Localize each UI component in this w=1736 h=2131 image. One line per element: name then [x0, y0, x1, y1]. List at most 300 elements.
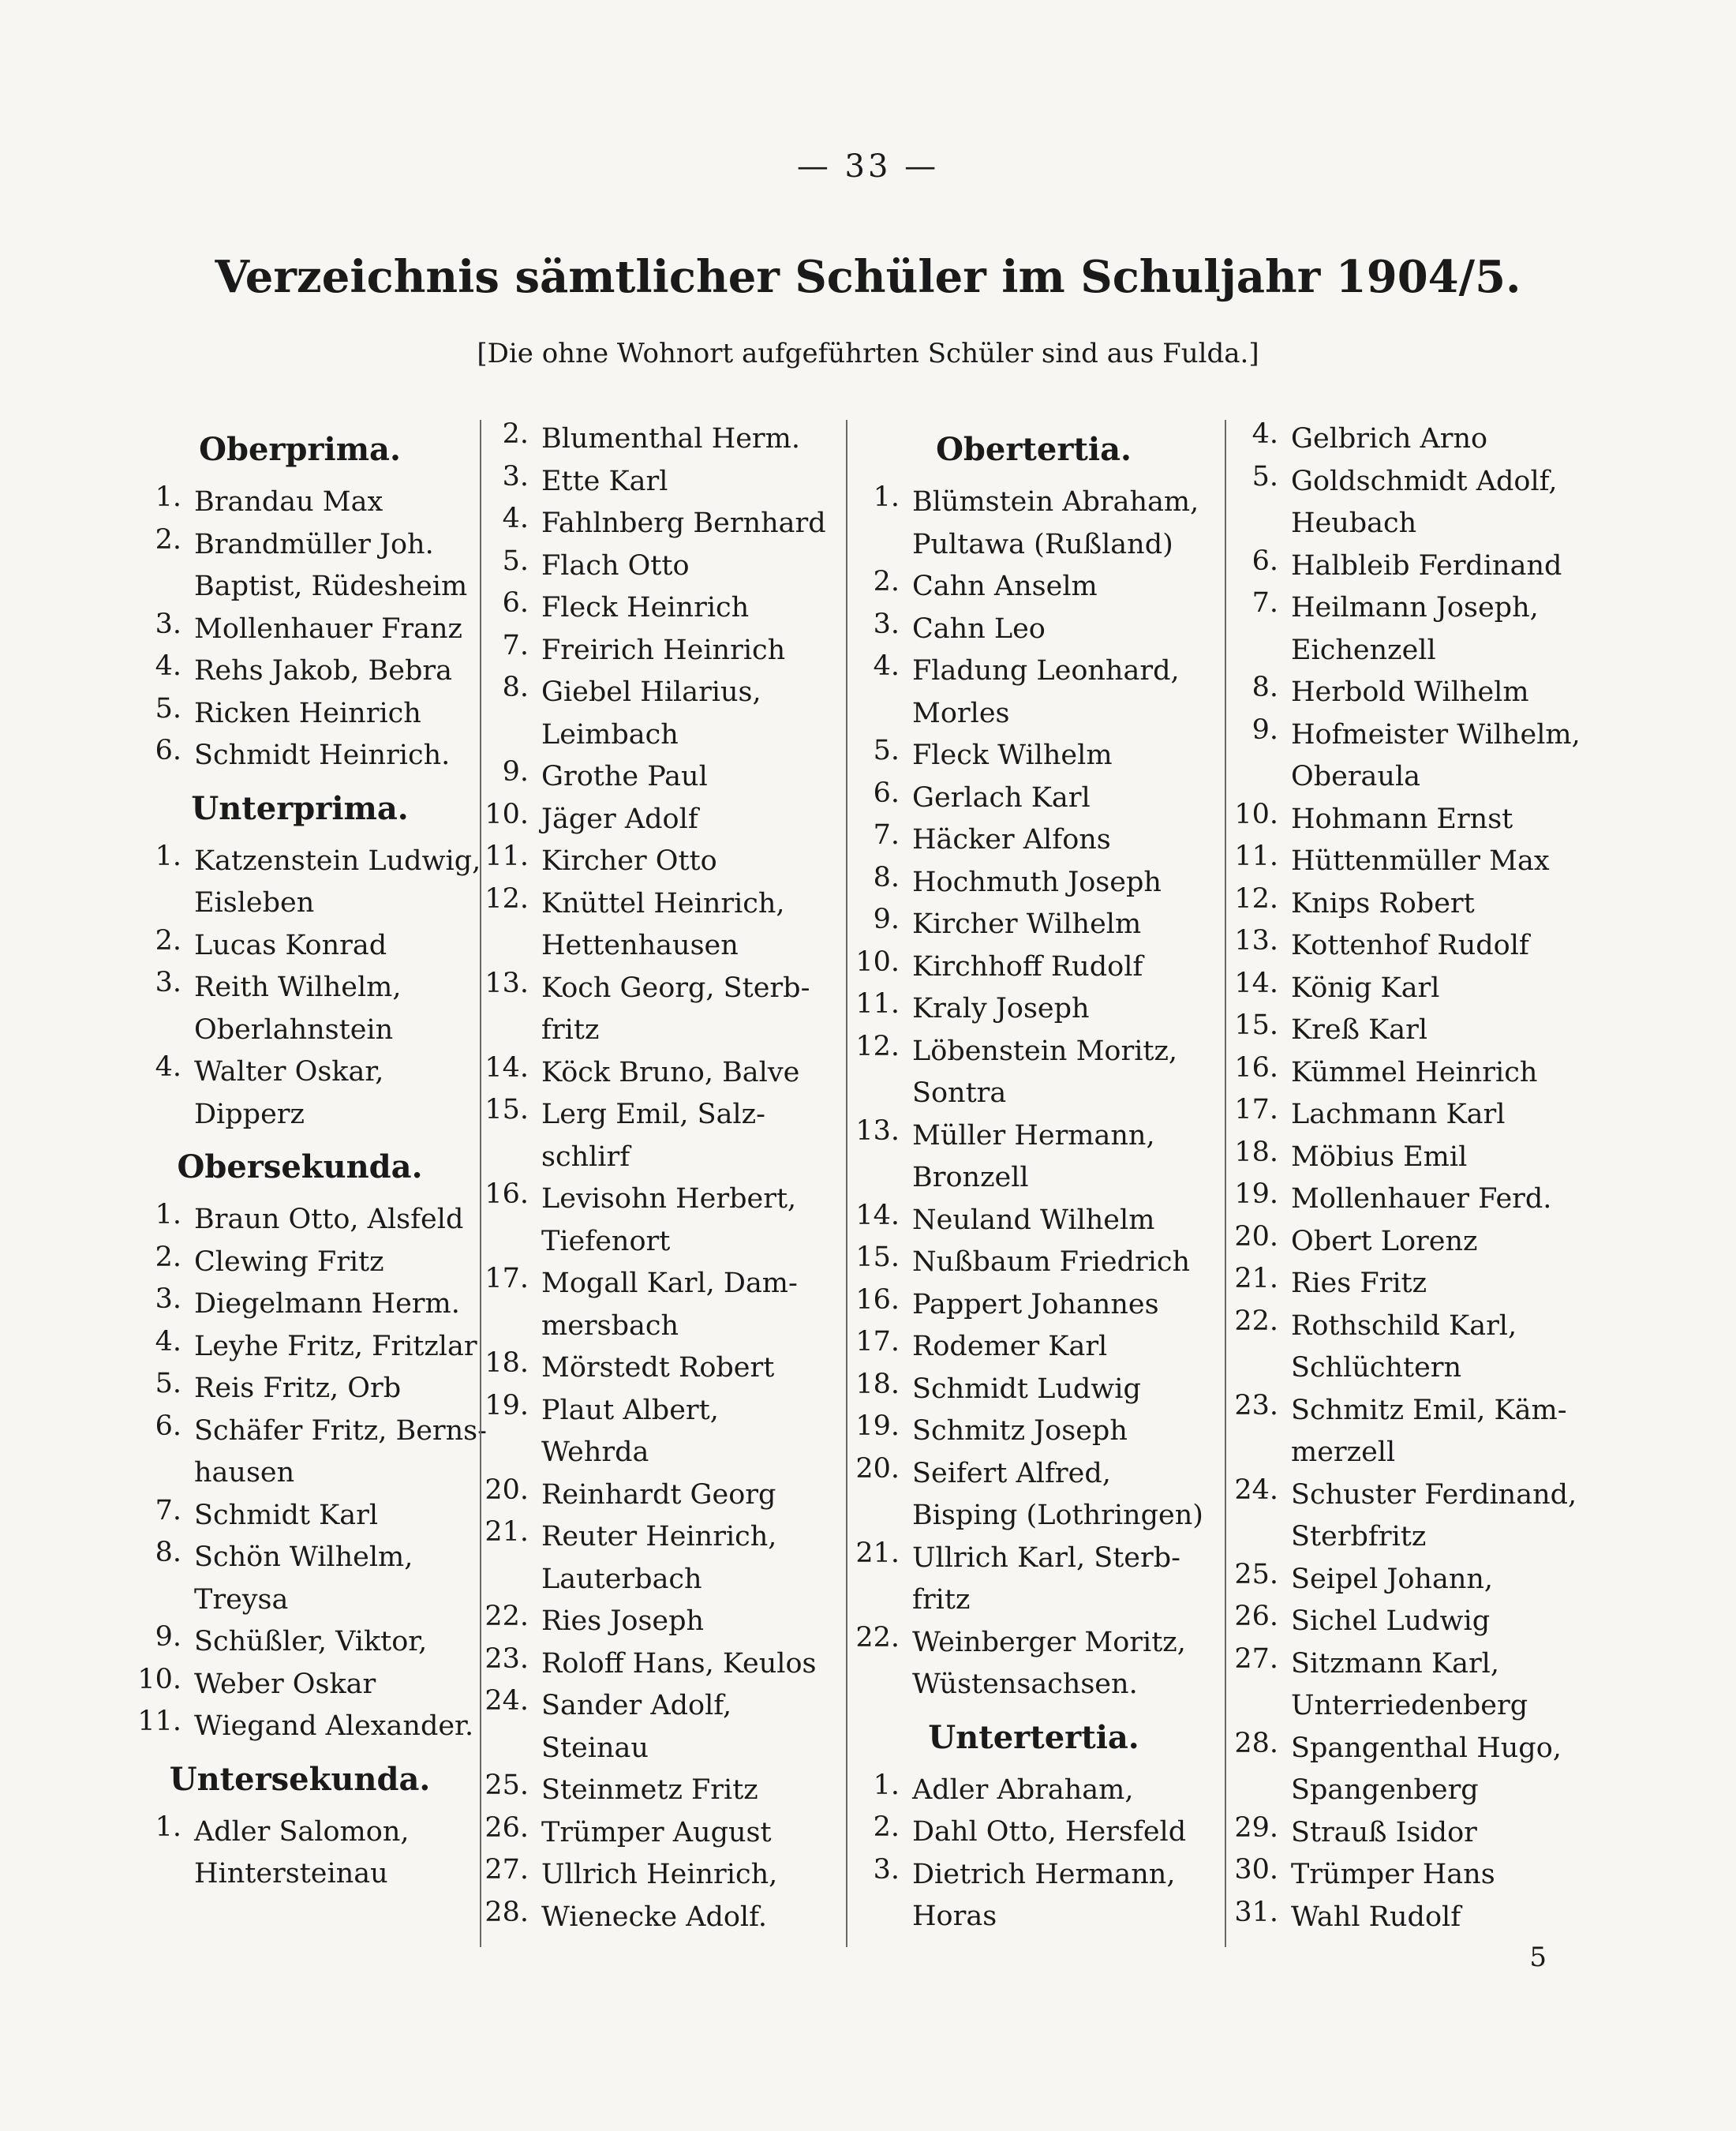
student-name: Fahlnberg Bernhard: [541, 507, 826, 539]
student-entry: [473, 672, 844, 756]
student-name: Schön Wilhelm,: [194, 1541, 413, 1573]
student-name-continuation: fritz: [541, 1014, 600, 1046]
student-entry: [844, 819, 1223, 862]
student-entry: [1223, 1009, 1594, 1052]
entry-number: 5.: [873, 735, 900, 766]
student-name-continuation: Eichenzell: [1291, 634, 1436, 666]
student-name: Brandmüller Joh.: [194, 528, 434, 560]
class-heading: Obersekunda.: [177, 1148, 423, 1185]
entry-number: 29.: [1234, 1811, 1278, 1844]
entry-number: 6.: [502, 587, 529, 619]
student-entry: [1223, 1305, 1594, 1390]
student-entry: [473, 1474, 844, 1517]
student-entry: [126, 609, 473, 651]
student-name: Kraly Joseph: [912, 993, 1090, 1024]
student-entry: [473, 1347, 844, 1390]
student-name: Freirich Heinrich: [541, 634, 786, 666]
entry-number: 1.: [155, 840, 181, 872]
student-name: Schüßler, Viktor,: [194, 1626, 428, 1657]
student-name: Cahn Anselm: [912, 571, 1098, 602]
student-name: Adler Abraham,: [912, 1773, 1134, 1806]
entry-number: 12.: [485, 882, 529, 915]
student-name-continuation: Wehrda: [541, 1436, 649, 1468]
student-name: Reith Wilhelm,: [194, 972, 402, 1003]
entry-number: 9.: [502, 756, 529, 788]
student-name-continuation: fritz: [912, 1584, 971, 1616]
student-name: Ullrich Heinrich,: [541, 1859, 778, 1890]
column-2: [473, 418, 844, 1938]
entry-number: 13.: [855, 1114, 900, 1147]
student-name: Sichel Ludwig: [1291, 1605, 1491, 1637]
student-entry: [844, 904, 1223, 946]
entry-number: 18.: [1234, 1136, 1278, 1168]
student-entry: [473, 630, 844, 672]
student-name: Giebel Hilarius,: [541, 676, 761, 708]
student-name: Kreß Karl: [1291, 1014, 1428, 1046]
student-name: Weinberger Moritz,: [912, 1626, 1186, 1658]
student-name: Rothschild Karl,: [1291, 1309, 1517, 1342]
student-entry: [126, 1325, 477, 1369]
student-entry: [473, 1812, 844, 1855]
class-heading: Untersekunda.: [169, 1760, 431, 1798]
student-entry: [126, 1051, 473, 1136]
entry-number: 4.: [155, 650, 181, 682]
student-name: Lucas Konrad: [194, 929, 387, 961]
entry-number: 3.: [155, 608, 181, 640]
student-name-continuation: Eisleben: [194, 887, 315, 919]
student-name: Schmitz Emil, Käm-: [1291, 1394, 1567, 1426]
entry-number: 25.: [485, 1770, 529, 1801]
entry-number: 14.: [1234, 967, 1278, 999]
student-entry: [844, 1811, 1223, 1854]
entry-number: 21.: [855, 1537, 900, 1569]
student-entry: [844, 1031, 1223, 1115]
student-entry: [473, 756, 844, 799]
entry-number: 5.: [155, 1368, 181, 1399]
student-entry: [844, 988, 1223, 1031]
student-name: Dahl Otto, Hersfeld: [912, 1816, 1187, 1848]
student-entry: [126, 1621, 473, 1664]
entry-number: 17.: [855, 1326, 900, 1358]
entry-number: 1.: [155, 481, 181, 513]
entry-number: 8.: [1251, 672, 1278, 703]
entry-number: 19.: [485, 1389, 529, 1421]
student-name: Kümmel Heinrich: [1291, 1056, 1538, 1088]
student-entry: [1223, 1601, 1594, 1643]
student-name: Dietrich Hermann,: [912, 1858, 1176, 1890]
entry-number: 9.: [155, 1621, 181, 1653]
student-entry: [126, 1199, 473, 1242]
student-entry: [126, 925, 473, 968]
entry-number: 27.: [1234, 1642, 1278, 1675]
student-name: Löbenstein Moritz,: [912, 1035, 1178, 1067]
entry-number: 6.: [155, 735, 181, 766]
student-name-continuation: Horas: [912, 1901, 997, 1932]
entry-number: 22.: [1234, 1305, 1278, 1337]
student-name-continuation: Pultawa (Rußland): [912, 528, 1173, 560]
student-name-continuation: merzell: [1291, 1436, 1396, 1468]
student-entry: [473, 1770, 844, 1812]
student-entry: [126, 1410, 487, 1495]
entry-number: 19.: [1234, 1178, 1278, 1210]
student-name: Ullrich Karl, Sterb-: [912, 1541, 1180, 1574]
entry-number: 27.: [485, 1854, 529, 1886]
entry-number: 2.: [155, 924, 181, 957]
student-name-continuation: Dipperz: [194, 1098, 305, 1130]
student-entry: [473, 1178, 844, 1263]
student-name: Trümper Hans: [1291, 1859, 1495, 1890]
student-name-continuation: Treysa: [194, 1583, 289, 1616]
student-entry: [1223, 1812, 1594, 1855]
entry-number: 11.: [1234, 841, 1278, 872]
entry-number: 5.: [1251, 460, 1278, 492]
student-entry: [126, 840, 481, 925]
entry-number: 3.: [873, 1853, 900, 1886]
student-name: Schäfer Fritz, Berns-: [194, 1414, 487, 1447]
student-entry: [1223, 672, 1594, 714]
entry-number: 24.: [485, 1685, 529, 1717]
entry-number: 10.: [485, 798, 529, 830]
student-name: Mollenhauer Ferd.: [1291, 1183, 1552, 1215]
student-name: Katzenstein Ludwig,: [194, 845, 481, 877]
student-entry: [473, 545, 844, 588]
entry-number: 4.: [502, 503, 529, 534]
student-name-continuation: Heubach: [1291, 507, 1417, 539]
student-entry: [844, 1115, 1223, 1200]
entry-number: 13.: [485, 967, 529, 999]
entry-number: 17.: [485, 1263, 529, 1294]
student-name: Reuter Heinrich,: [541, 1521, 777, 1552]
entry-number: 12.: [1234, 882, 1278, 915]
student-name: Sander Adolf,: [541, 1690, 732, 1721]
student-name: Schmitz Joseph: [912, 1415, 1128, 1447]
student-entry: [473, 799, 844, 841]
student-name: Schmidt Karl: [194, 1499, 379, 1531]
student-entry: [844, 735, 1223, 777]
student-name-continuation: Hettenhausen: [541, 930, 739, 961]
student-entry: [126, 1706, 473, 1748]
student-entry: [1223, 1728, 1594, 1812]
student-entry: [126, 693, 473, 736]
student-name: Sitzmann Karl,: [1291, 1647, 1500, 1680]
entry-number: 25.: [1234, 1558, 1278, 1590]
student-entry: [844, 650, 1223, 735]
student-name-continuation: Hintersteinau: [194, 1858, 388, 1889]
entry-number: 5.: [155, 692, 181, 725]
page-title: Verzeichnis sämtlicher Schüler im Schuljahr 1904/5.: [215, 251, 1521, 303]
student-entry: [1223, 841, 1594, 883]
entry-number: 1.: [155, 1199, 181, 1230]
entry-number: 24.: [1234, 1474, 1278, 1506]
student-name: Müller Hermann,: [912, 1119, 1155, 1152]
student-entry: [473, 968, 844, 1052]
student-name: Diegelmann Herm.: [194, 1288, 460, 1320]
column-3: [844, 418, 1223, 1938]
student-name: Kottenhof Rudolf: [1291, 930, 1529, 961]
entry-number: 2.: [873, 566, 900, 597]
entry-number: 3.: [502, 460, 529, 492]
entry-number: 4.: [155, 1325, 181, 1358]
entry-number: 7.: [155, 1494, 181, 1526]
entry-number: 22.: [485, 1601, 529, 1632]
student-entry: [126, 967, 473, 1051]
student-entry: [1223, 1643, 1594, 1728]
student-name: Halbleib Ferdinand: [1291, 549, 1562, 582]
student-name: Rehs Jakob, Bebra: [194, 655, 452, 687]
student-entry: [473, 1390, 844, 1474]
entry-number: 4.: [155, 1051, 181, 1083]
student-name: Blümstein Abraham,: [912, 486, 1199, 518]
student-entry: [473, 1516, 844, 1601]
student-name-continuation: mersbach: [541, 1309, 679, 1342]
entry-number: 23.: [485, 1642, 529, 1675]
student-name: Kircher Wilhelm: [912, 908, 1142, 940]
entry-number: 3.: [155, 967, 181, 998]
entry-number: 14.: [855, 1199, 900, 1231]
student-name: Plaut Albert,: [541, 1394, 719, 1426]
entry-number: 15.: [1234, 1009, 1278, 1041]
entry-number: 1.: [155, 1811, 181, 1843]
student-name: Braun Otto, Alsfeld: [194, 1204, 464, 1235]
entry-number: 16.: [855, 1283, 900, 1316]
student-name-continuation: Oberlahnstein: [194, 1013, 394, 1046]
student-name-continuation: Tiefenort: [541, 1225, 671, 1257]
student-name: Hochmuth Joseph: [912, 866, 1162, 898]
student-name: Jäger Adolf: [541, 803, 698, 835]
entry-number: 20.: [1234, 1220, 1278, 1253]
entry-number: 2.: [873, 1811, 900, 1843]
student-name: Weber Oskar: [194, 1668, 376, 1700]
entry-number: 18.: [855, 1368, 900, 1400]
student-name: Gelbrich Arno: [1291, 423, 1488, 455]
student-name: Blumenthal Herm.: [541, 423, 800, 455]
student-name-continuation: Oberaula: [1291, 761, 1421, 792]
student-entry: [126, 1537, 473, 1621]
student-entry: [844, 1242, 1223, 1284]
entry-number: 4.: [873, 650, 900, 682]
student-name: Brandau Max: [194, 486, 383, 518]
student-entry: [1223, 1897, 1594, 1939]
student-name-continuation: Spangenberg: [1291, 1774, 1479, 1806]
column-4: [1223, 418, 1594, 1938]
student-entry: [473, 503, 844, 545]
student-name: Lerg Emil, Salz-: [541, 1099, 765, 1130]
student-name: Mollenhauer Franz: [194, 612, 462, 645]
entry-number: 7.: [873, 819, 900, 851]
student-name: Ries Joseph: [541, 1605, 705, 1637]
student-entry: [473, 1094, 844, 1178]
student-entry: [473, 418, 844, 461]
student-name: Lachmann Karl: [1291, 1099, 1506, 1130]
student-entry: [473, 1263, 844, 1347]
student-entry: [473, 1685, 844, 1770]
page-subtitle: [Die ohne Wohnort aufgeführten Schüler sind aus Fulda.]: [477, 338, 1259, 369]
entry-number: 3.: [873, 608, 900, 640]
student-entry: [126, 524, 473, 609]
student-name: Mogall Karl, Dam-: [541, 1268, 798, 1299]
entry-number: 18.: [485, 1347, 529, 1379]
student-name: Walter Oskar,: [194, 1056, 384, 1088]
entry-number: 2.: [155, 1241, 181, 1273]
student-name: Leyhe Fritz, Fritzlar: [194, 1330, 477, 1362]
student-name: Reinhardt Georg: [541, 1478, 776, 1511]
entry-number: 28.: [485, 1896, 529, 1928]
student-entry: [1223, 418, 1594, 461]
student-name: Köck Bruno, Balve: [541, 1056, 800, 1088]
entry-number: 8.: [155, 1537, 181, 1568]
student-name: Ette Karl: [541, 465, 668, 497]
student-entry: [1223, 714, 1594, 799]
student-name: Nußbaum Friedrich: [912, 1246, 1191, 1278]
student-name: Gerlach Karl: [912, 781, 1091, 814]
student-name: Adler Salomon,: [194, 1815, 410, 1848]
student-name: Steinmetz Fritz: [541, 1774, 758, 1806]
entry-number: 15.: [855, 1242, 900, 1273]
student-name-continuation: Lauterbach: [541, 1563, 702, 1595]
entry-number: 20.: [485, 1474, 529, 1506]
student-entry: [1223, 1854, 1594, 1897]
student-name: Fleck Wilhelm: [912, 740, 1113, 771]
entry-number: 30.: [1234, 1854, 1278, 1886]
student-entry: [473, 587, 844, 630]
student-entry: [126, 1811, 473, 1896]
student-name-continuation: Steinau: [541, 1732, 649, 1764]
student-name: Obert Lorenz: [1291, 1225, 1478, 1257]
student-name: Roloff Hans, Keulos: [541, 1647, 817, 1680]
student-entry: [126, 1368, 473, 1410]
student-name: Hohmann Ernst: [1291, 803, 1513, 835]
student-entry: [1223, 545, 1594, 588]
student-name: Hüttenmüller Max: [1291, 845, 1550, 877]
student-entry: [126, 1242, 473, 1284]
entry-number: 22.: [855, 1621, 900, 1653]
student-entry: [1223, 1178, 1594, 1221]
entry-number: 6.: [155, 1410, 181, 1442]
student-entry: [844, 1622, 1223, 1706]
student-name: Häcker Alfons: [912, 824, 1111, 856]
entry-number: 3.: [155, 1283, 181, 1315]
entry-number: 9.: [873, 904, 900, 935]
student-name: Rodemer Karl: [912, 1331, 1108, 1362]
student-name: Schmidt Ludwig: [912, 1373, 1141, 1405]
student-name: Strauß Isidor: [1291, 1816, 1477, 1848]
student-name: Kirchhoff Rudolf: [912, 950, 1143, 983]
student-name: Seipel Johann,: [1291, 1563, 1494, 1595]
student-name-continuation: Wüstensachsen.: [912, 1668, 1138, 1700]
student-name: Neuland Wilhelm: [912, 1204, 1155, 1236]
corner-mark: 5: [1529, 1942, 1547, 1973]
student-entry: [844, 481, 1223, 566]
student-entry: [844, 1284, 1223, 1327]
student-name: Koch Georg, Sterb-: [541, 972, 810, 1004]
student-name: Wienecke Adolf.: [541, 1901, 767, 1933]
student-entry: [1223, 1221, 1594, 1264]
student-entry: [1223, 461, 1594, 545]
entry-number: 21.: [1234, 1263, 1278, 1294]
entry-number: 14.: [485, 1051, 529, 1084]
class-heading: Obertertia.: [936, 431, 1132, 468]
student-entry: [1223, 1390, 1594, 1474]
student-entry: [844, 946, 1223, 989]
student-entry: [1223, 1559, 1594, 1601]
student-entry: [844, 1854, 1223, 1938]
entry-number: 31.: [1234, 1896, 1278, 1928]
student-name: Trümper August: [541, 1816, 772, 1848]
student-entry: [844, 1537, 1223, 1622]
entry-number: 16.: [1234, 1051, 1278, 1084]
student-entry: [844, 1326, 1223, 1369]
student-entry: [473, 1854, 844, 1897]
student-entry: [473, 1643, 844, 1686]
student-entry: [473, 841, 844, 883]
student-name: Goldschmidt Adolf,: [1291, 465, 1558, 497]
entry-number: 1.: [873, 481, 900, 513]
entry-number: 19.: [855, 1410, 900, 1442]
student-entry: [1223, 1474, 1594, 1559]
student-entry: [844, 1200, 1223, 1242]
student-entry: [844, 1369, 1223, 1411]
student-name: Cahn Leo: [912, 612, 1046, 645]
entry-number: 10.: [137, 1663, 181, 1695]
student-name: Clewing Fritz: [194, 1245, 384, 1278]
class-heading: Oberprima.: [199, 431, 401, 468]
student-entry: [1223, 925, 1594, 968]
student-entry: [126, 1495, 473, 1537]
student-entry: [844, 1410, 1223, 1453]
student-name: Hofmeister Wilhelm,: [1291, 718, 1581, 751]
entry-number: 9.: [1251, 713, 1278, 746]
student-entry: [844, 862, 1223, 904]
entry-number: 21.: [485, 1516, 529, 1548]
student-name: König Karl: [1291, 972, 1440, 1004]
student-entry: [126, 735, 473, 777]
entry-number: 17.: [1234, 1094, 1278, 1125]
student-name-continuation: Bronzell: [912, 1162, 1029, 1193]
class-heading: Untertertia.: [928, 1718, 1139, 1756]
student-name: Wahl Rudolf: [1291, 1901, 1461, 1933]
entry-number: 10.: [855, 946, 900, 978]
entry-number: 6.: [1251, 545, 1278, 577]
student-name: Fladung Leonhard,: [912, 655, 1180, 687]
entry-number: 10.: [1234, 798, 1278, 830]
student-entry: [844, 1453, 1223, 1537]
student-name: Heilmann Joseph,: [1291, 592, 1539, 624]
student-name: Wiegand Alexander.: [194, 1710, 474, 1742]
student-name-continuation: Sontra: [912, 1077, 1007, 1109]
student-name: Schmidt Heinrich.: [194, 740, 451, 771]
entry-number: 2.: [502, 418, 529, 450]
entry-number: 1.: [873, 1769, 900, 1801]
entry-number: 8.: [873, 861, 900, 893]
student-entry: [473, 1052, 844, 1095]
entry-number: 28.: [1234, 1727, 1278, 1759]
student-name: Möbius Emil: [1291, 1140, 1468, 1173]
entry-number: 26.: [1234, 1601, 1278, 1632]
student-entry: [1223, 1263, 1594, 1305]
student-entry: [126, 1664, 473, 1706]
student-name: Herbold Wilhelm: [1291, 676, 1529, 708]
student-name-continuation: schlirf: [541, 1140, 630, 1173]
student-entry: [126, 481, 473, 524]
student-name: Reis Fritz, Orb: [194, 1373, 402, 1404]
student-name: Ries Fritz: [1291, 1268, 1427, 1299]
entry-number: 20.: [855, 1452, 900, 1485]
student-name: Levisohn Herbert,: [541, 1183, 797, 1215]
entry-number: 26.: [485, 1811, 529, 1844]
student-entry: [126, 650, 473, 693]
student-name: Grothe Paul: [541, 761, 708, 792]
student-name-continuation: Leimbach: [541, 718, 679, 751]
